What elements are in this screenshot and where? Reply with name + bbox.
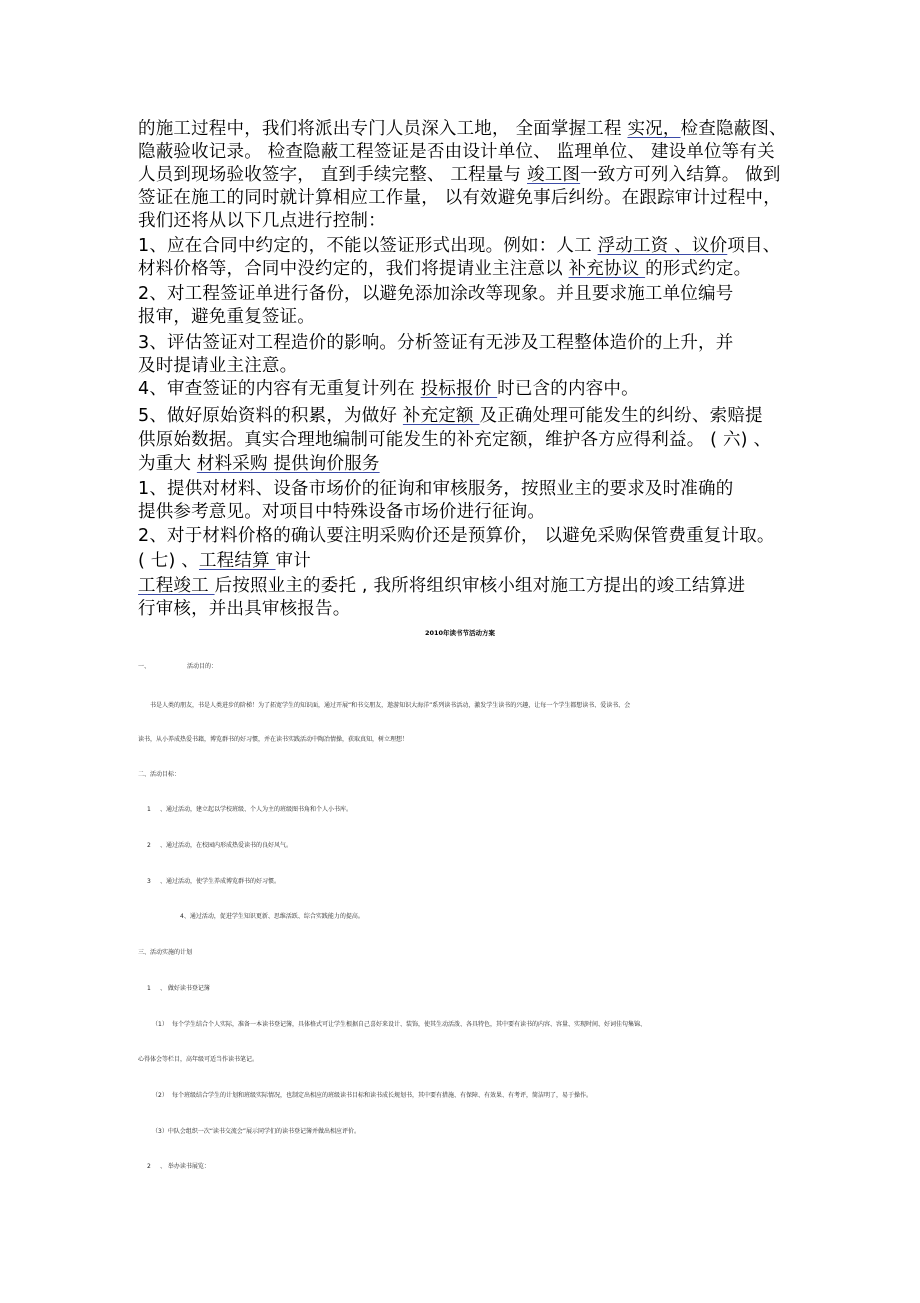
paragraph-line: 隐蔽验收记录。 检查隐蔽工程签证是否由设计单位、 监理单位、 建设单位等有关	[138, 142, 775, 162]
list-item-1-cont: 材料价格等，合同中没约定的，我们将提请业主注意以 补充协议 的形式约定。	[138, 259, 752, 279]
goal-text: 、通过活动，使学生养成博览群书的好习惯。	[160, 878, 281, 885]
plan-text: 、 做好读书登记簿	[160, 985, 210, 992]
goal-text: 4、通过活动，促进学生知识更新、思维活跃、综合实践能力的提高。	[180, 913, 364, 920]
paragraph-line: 每个班级结合学生的计划和班级实际情况，也制定出相应的班级读书目标和读书成长规划书，其中要有措施、有保障、有效果、有考评，简洁明了，易于操作。	[172, 1092, 593, 1099]
plan-number: 1	[147, 985, 151, 992]
item-number: （2）	[152, 1092, 168, 1099]
section-7-heading: ( 七) 、工程结算 审计	[138, 551, 311, 571]
paragraph-line: 签证在施工的同时就计算相应工作量， 以有效避免事后纠纷。在跟踪审计过程中，	[138, 188, 781, 208]
s6-item-1-cont: 提供参考意见。对项目中特殊设备市场价进行征询。	[138, 502, 546, 522]
goal-number: 1	[147, 806, 151, 813]
underlined-term: 实况，	[627, 119, 681, 139]
underlined-term: 投标报价	[420, 379, 498, 399]
list-item-5-cont: 供原始数据。真实合理地编制可能发生的补充定额，维护各方应得利益。 ( 六) 、	[138, 430, 772, 450]
paragraph-line: 心得体会等栏目，高年级可适当作读书笔记。	[138, 1056, 259, 1063]
goal-number: 2	[147, 842, 151, 849]
plan-number: 2	[147, 1163, 151, 1170]
heading: 二、活动目标：	[138, 771, 181, 778]
list-item-3: 3、评估签证对工程造价的影响。分析签证有无涉及工程整体造价的上升，并	[138, 333, 734, 353]
goal-text: 、通过活动，在校园内形成热爱读书的良好风气。	[160, 842, 293, 849]
paragraph-line: 读书，从小养成热爱书籍，博览群书的好习惯，并在读书实践活动中陶冶情操，获取真知，树立理想！	[138, 736, 409, 743]
underlined-term: 议价	[691, 236, 728, 256]
paragraph-line: （3）中队会组织一次“读书交流会”展示同学们的读书登记簿并做出相应评价。	[152, 1128, 361, 1135]
list-item-2: 2、对工程签证单进行备份，以避免添加涂改等现象。并且要求施工单位编号	[138, 284, 734, 304]
goal-number: 3	[147, 878, 151, 885]
list-item-1: 1、应在合同中约定的，不能以签证形式出现。例如：人工 浮动工资 、议价项目、	[138, 236, 781, 256]
underlined-term: 提供询价服务	[273, 454, 380, 474]
underlined-term: 工程竣工	[138, 576, 215, 596]
section-6-heading: 为重大 材料采购 提供询价服务	[138, 454, 380, 474]
list-item-5: 5、做好原始资料的积累，为做好 补充定额 及正确处理可能发生的纠纷、索赔提	[138, 406, 763, 426]
page-title: 2010年读书节活动方案	[424, 629, 496, 637]
s6-item-1: 1、提供对材料、设备市场价的征询和审核服务，按照业主的要求及时准确的	[138, 479, 734, 499]
list-item-2-cont: 报审，避免重复签证。	[138, 307, 315, 327]
s7-line-2: 工程竣工 后按照业主的委托 , 我所将组织审核小组对施工方提出的竣工结算进	[138, 576, 746, 596]
heading: 三、活动实施的计划	[138, 949, 193, 956]
paragraph-line: 的施工过程中，我们将派出专门人员深入工地， 全面掌握工程 实况，检查隐蔽图、	[138, 119, 787, 139]
paragraph-line: 人员到现场验收签字， 直到手续完整、 工程量与 竣工图一致方可列入结算。 做到	[138, 165, 781, 185]
list-item-4: 4、审查签证的内容有无重复计列在 投标报价 时已含的内容中。	[138, 379, 639, 399]
paragraph-line: 每个学生结合个人实际，准备一本读书登记簿，具体格式可让学生根据自己喜好来设计、装饰，使其生动活泼、各具特色，其中要有读书的内容、容量、实现时间、好词佳句集锦、	[172, 1021, 647, 1028]
paragraph-line: 书是人类的朋友，书是人类进步的阶梯！为了拓宽学生的知识面，通过开展“和书交朋友，遨游知识大海洋”系列读书活动，激发学生读书的兴趣，让每一个学生都想读书、爱读书、会	[150, 702, 631, 709]
paragraph-line: 我们还将从以下几点进行控制：	[138, 211, 386, 231]
list-item-3-cont: 及时提请业主注意。	[138, 356, 298, 376]
underlined-term: 竣工图	[527, 165, 581, 185]
goal-text: 、通过活动，建立起以学校班级、个人为主的班级图书角和个人小书库。	[160, 806, 353, 813]
underlined-term: 浮动工资 、	[597, 236, 692, 256]
underlined-term: 工程结算	[198, 551, 276, 571]
underlined-term: 补充协议	[568, 259, 646, 279]
underlined-term: 补充定额	[402, 406, 480, 426]
underlined-term: 材料采购	[196, 454, 274, 474]
s6-item-2: 2、对于材料价格的确认要注明采购价还是预算价， 以避免采购保管费重复计取。	[138, 526, 775, 546]
heading-number: 一、	[138, 663, 151, 670]
s7-line-3: 行审核，并出具审核报告。	[138, 599, 351, 619]
plan-text: 、 举办读书展览：	[160, 1163, 210, 1170]
heading-text: 活动目的：	[187, 663, 218, 670]
item-number: （1）	[152, 1021, 168, 1028]
